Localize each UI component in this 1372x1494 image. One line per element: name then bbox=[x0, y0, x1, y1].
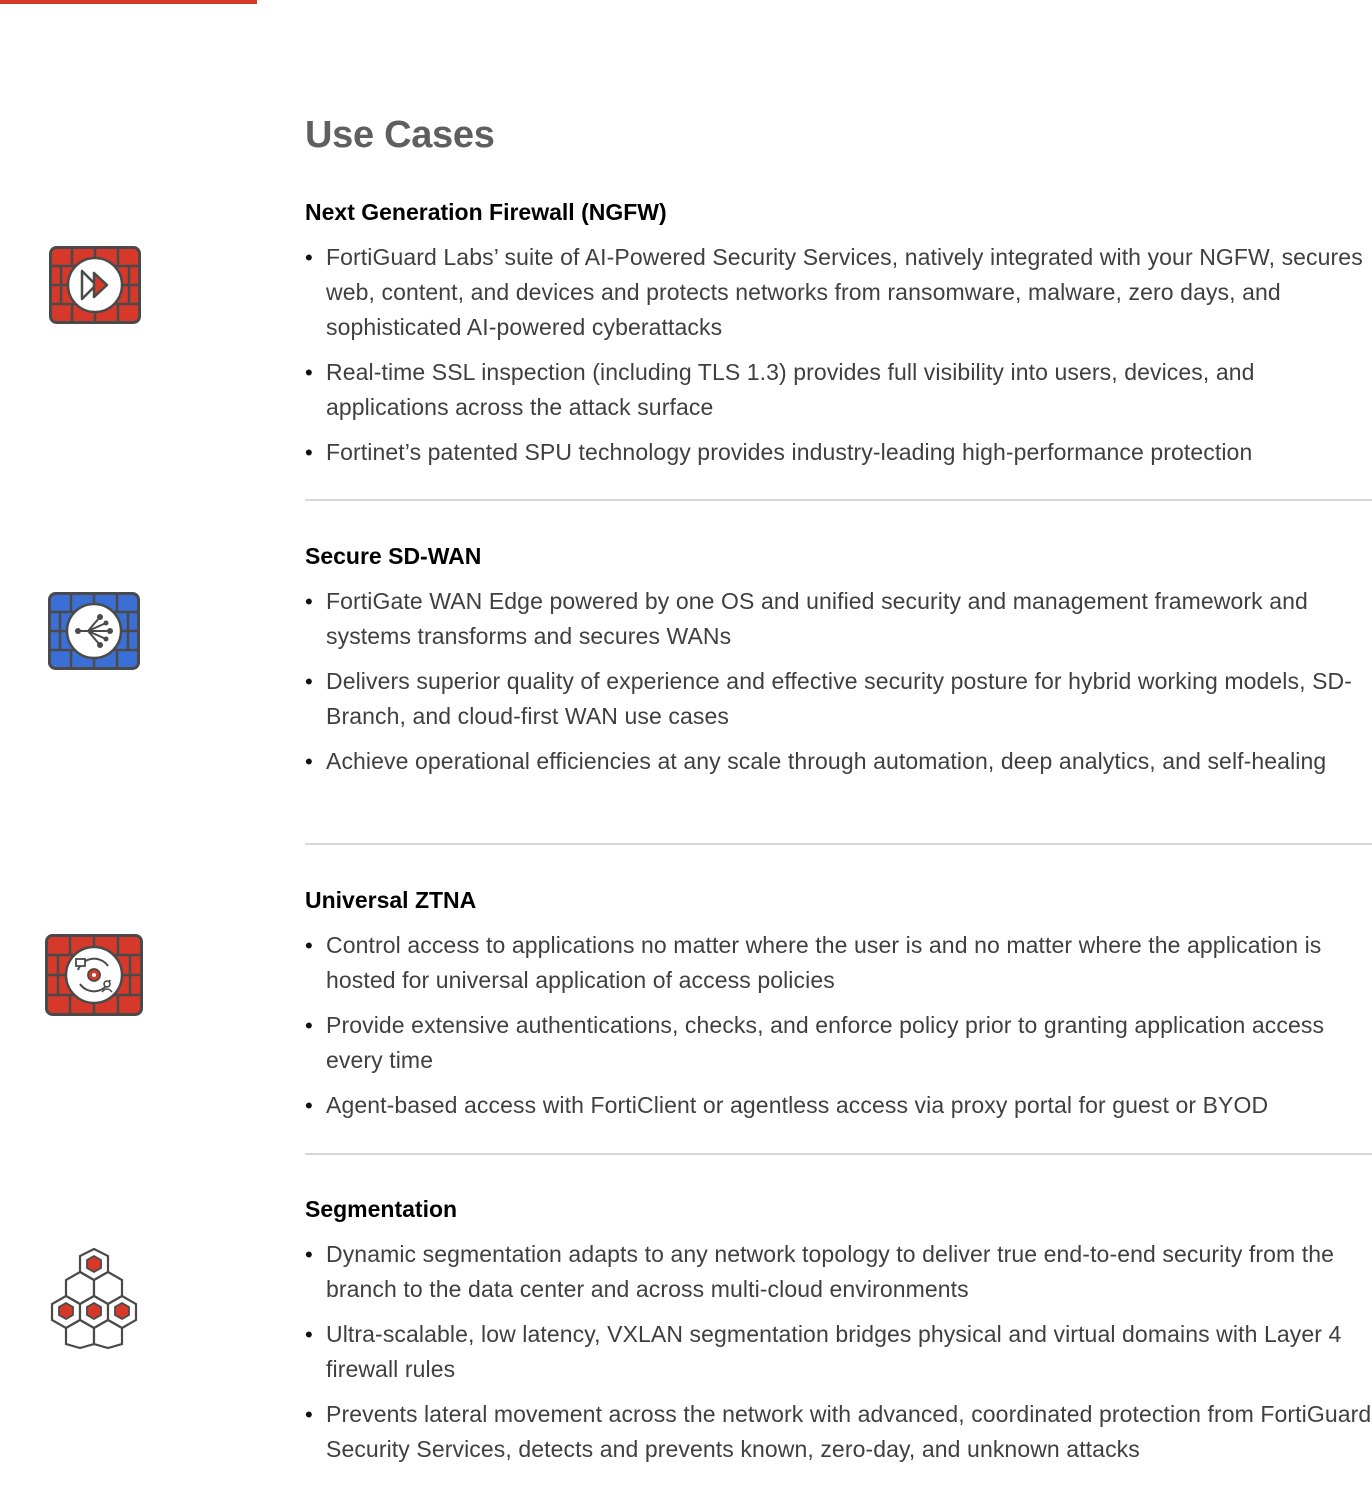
section-heading: Universal ZTNA bbox=[305, 887, 477, 913]
list-item: • Control access to applications no matter where the user is and no matter where the application is hosted for universal application of access policies bbox=[305, 932, 1322, 993]
section-divider bbox=[305, 843, 1372, 845]
top-accent-bar bbox=[0, 0, 257, 4]
bullet-list bbox=[305, 240, 1372, 470]
bullet-list bbox=[305, 1237, 1372, 1467]
section-divider bbox=[305, 1153, 1372, 1155]
segmentation-hexagon-icon bbox=[45, 1246, 145, 1350]
section-sd-wan bbox=[305, 541, 1372, 779]
list-item: • Agent-based access with FortiClient or agentless access via proxy portal for guest or BYOD bbox=[305, 1092, 1269, 1118]
list-item: • Dynamic segmentation adapts to any network topology to deliver true end-to-end security from the branch to the data center and across multi-cloud environments bbox=[305, 1241, 1335, 1302]
list-item: • Delivers superior quality of experience and effective security posture for hybrid working models, SD-Branch, and cloud-first WAN use cases bbox=[305, 668, 1352, 729]
section-ztna bbox=[305, 885, 1372, 1123]
list-item: • Ultra-scalable, low latency, VXLAN segmentation bridges physical and virtual domains with Layer 4 firewall rules bbox=[305, 1321, 1342, 1382]
section-ngfw bbox=[305, 197, 1372, 470]
ztna-access-icon bbox=[45, 934, 143, 1016]
bullet-list bbox=[305, 584, 1372, 779]
page-title: Use Cases bbox=[305, 114, 495, 156]
list-item: • Provide extensive authentications, checks, and enforce policy prior to granting application access every time bbox=[305, 1012, 1325, 1073]
list-item: • Achieve operational efficiencies at any scale through automation, deep analytics, and self-healing bbox=[305, 748, 1327, 774]
bullet-list bbox=[305, 928, 1372, 1123]
list-item: • FortiGate WAN Edge powered by one OS and unified security and management framework and systems transforms and secures WANs bbox=[305, 588, 1308, 649]
firewall-play-icon bbox=[49, 246, 141, 324]
section-heading: Next Generation Firewall (NGFW) bbox=[305, 199, 667, 225]
section-segmentation bbox=[305, 1194, 1372, 1467]
list-item: • Real-time SSL inspection (including TLS 1.3) provides full visibility into users, devices, and applications across the attack surface bbox=[305, 359, 1255, 420]
list-item: • Prevents lateral movement across the network with advanced, coordinated protection from FortiGuard Security Services, detects and prevents known, zero-day, and unknown attacks bbox=[305, 1401, 1372, 1462]
section-heading: Segmentation bbox=[305, 1196, 458, 1222]
list-item: • FortiGuard Labs’ suite of AI-Powered Security Services, natively integrated with your NGFW, secures web, content, and devices and protects networks from ransomware, malware, zero days, and sophisticated AI-powered cyberattacks bbox=[305, 244, 1363, 340]
list-item: • Fortinet’s patented SPU technology provides industry-leading high-performance protection bbox=[305, 439, 1253, 465]
section-heading: Secure SD-WAN bbox=[305, 543, 482, 569]
section-divider bbox=[305, 499, 1372, 501]
sd-wan-network-icon bbox=[48, 592, 140, 670]
